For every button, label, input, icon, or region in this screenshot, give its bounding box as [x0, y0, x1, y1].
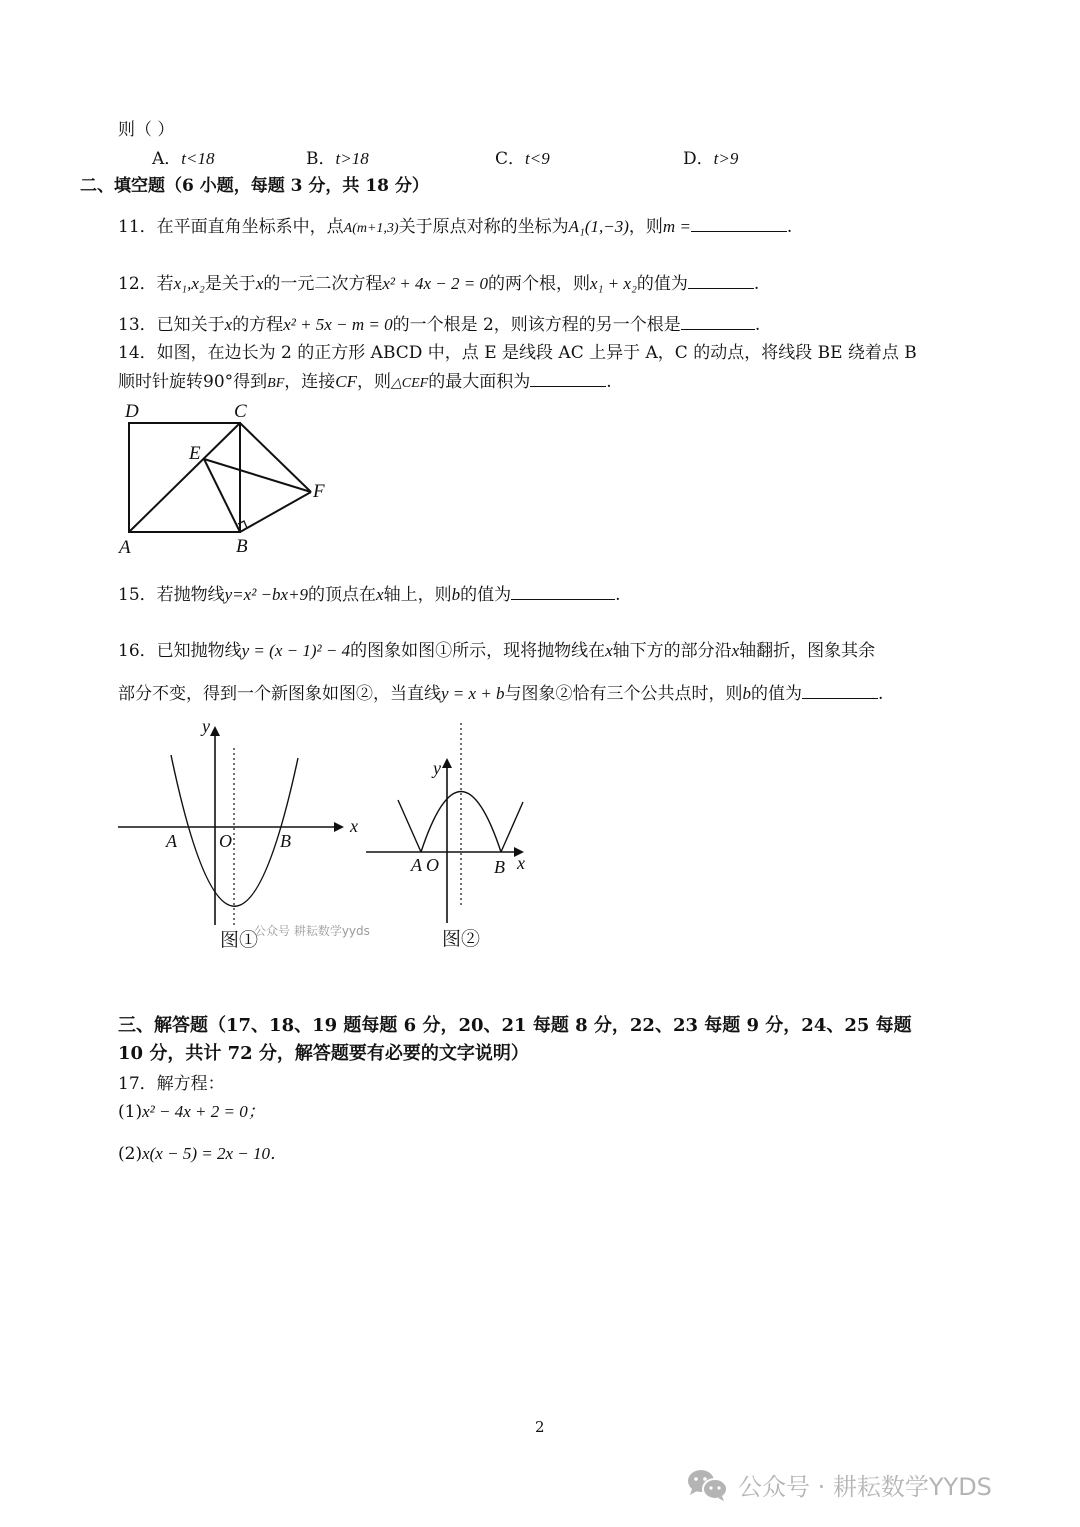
q14-text: 如图，在边长为 2 的正方形 ABCD 中，点 E 是线段 AC 上异于 A，C 的动点，将线段 BE 绕着点 B [156, 343, 917, 363]
question-number: 11． [118, 217, 157, 237]
q16-equation: y = (x − 1)² − 4 [241, 641, 351, 660]
segment-ac [129, 423, 240, 532]
q10-option-c [495, 148, 550, 170]
q15-text: 的值为 [460, 585, 512, 605]
section2-heading: 二、填空题（6 小题，每题 3 分，共 18 分） [80, 176, 429, 196]
question-15 [118, 583, 621, 606]
question-12 [118, 272, 759, 295]
answer-blank[interactable] [681, 313, 755, 330]
q14-triangle: △CEF [390, 376, 429, 391]
q16-text: 轴翻折，图象其余 [739, 641, 876, 661]
q13-x: x [224, 315, 233, 334]
q10-option-d [683, 148, 738, 170]
question-13 [118, 313, 760, 336]
q15-x: x [376, 585, 384, 604]
point-a-label: A [166, 831, 177, 851]
q12-equation: x² + 4x − 2 = 0 [382, 274, 488, 293]
q17-part-1 [118, 1101, 265, 1123]
option-letter: D． [683, 149, 714, 169]
q14-end: . [606, 372, 612, 392]
q11-text: 在平面直角坐标系中，点 [156, 217, 344, 237]
left-branch [398, 800, 421, 852]
x-axis-label: x [350, 816, 358, 836]
question-16-line2 [118, 682, 883, 705]
label-a: A [119, 537, 131, 558]
option-expr: t>18 [335, 149, 369, 168]
q11-var: m = [662, 217, 691, 236]
answer-blank[interactable] [691, 215, 787, 232]
q11-point2: A₁(1,−3) [568, 217, 629, 236]
option-expr: t<9 [525, 149, 550, 168]
q12-vars: x₁,x₂ [173, 274, 205, 293]
answer-blank[interactable] [802, 682, 878, 699]
answer-blank[interactable] [511, 583, 615, 600]
q12-text: 若 [156, 274, 174, 294]
question-14-line2 [118, 370, 612, 395]
q14-cf: CF [335, 372, 357, 391]
question-number: 16． [118, 641, 157, 661]
q16-text: 的值为 [751, 684, 803, 704]
y-axis-label: y [433, 758, 441, 778]
part-equation: x² − 4x + 2 = 0； [142, 1102, 265, 1121]
figure-1-caption: 图① [220, 930, 259, 951]
option-letter: C． [495, 149, 526, 169]
q11-text: ，则 [628, 217, 663, 237]
q11-text: 关于原点对称的坐标为 [398, 217, 569, 237]
q16-text: 与图象②恰有三个公共点时，则 [504, 684, 743, 704]
footer-text: 公众号 · 耕耘数学YYDS [738, 1473, 992, 1501]
part-equation: x(x − 5) = 2x − 10． [142, 1144, 287, 1163]
q17-part-2 [118, 1143, 287, 1165]
q16-b: b [742, 684, 752, 703]
q16-x: x [731, 641, 740, 660]
q12-sum: x₁ + x₂ [589, 274, 637, 293]
part-label: (1) [118, 1102, 143, 1122]
q14-bf: BF [267, 376, 285, 391]
q14-text: ，连接 [284, 372, 336, 392]
label-e: E [189, 443, 201, 464]
option-letter: B． [306, 149, 336, 169]
q12-text: 的值为 [636, 274, 688, 294]
q14-text: 顺时针旋转 [118, 372, 203, 392]
q12-text: 是关于 [204, 274, 256, 294]
q13-text: 已知关于 [156, 315, 225, 335]
question-number: 14． [118, 343, 157, 363]
point-b-label: B [280, 831, 291, 851]
label-f: F [313, 481, 325, 502]
q12-text: 的一元二次方程 [263, 274, 383, 294]
page-number: 2 [535, 1418, 545, 1436]
flipped-arc [421, 792, 501, 853]
origin-label: O [219, 831, 232, 851]
x-axis-label: x [517, 853, 525, 873]
wechat-icon [686, 1468, 730, 1502]
question-16-line1 [118, 640, 875, 662]
section3-heading-line2: 10 分，共计 72 分，解答题要有必要的文字说明） [118, 1043, 529, 1064]
y-axis-label: y [202, 716, 210, 736]
q14-angle: 90° [203, 372, 234, 392]
label-b: B [236, 536, 248, 557]
answer-blank[interactable] [530, 370, 606, 387]
q16-x: x [605, 641, 613, 660]
q15-end: . [615, 585, 621, 605]
point-a-label: A [411, 855, 422, 875]
option-letter: A． [152, 149, 182, 169]
q17-text: 解方程： [156, 1074, 225, 1094]
q15-text: 的顶点在 [308, 585, 377, 605]
question-17 [118, 1073, 225, 1095]
q16-end: . [878, 684, 884, 704]
figure-2-caption: 图② [442, 929, 481, 950]
option-expr: t<18 [181, 149, 215, 168]
q10-prompt: 则（ ） [118, 120, 175, 140]
q13-equation: x² + 5x − m = 0 [283, 315, 393, 334]
q14-text: 的最大面积为 [428, 372, 531, 392]
question-11 [118, 215, 792, 240]
q13-text: 的方程 [232, 315, 284, 335]
q12-text: 的两个根，则 [487, 274, 590, 294]
q11-point: A(m+1,3) [343, 221, 399, 236]
q16-text: 部分不变，得到一个新图象如图②，当直线 [118, 684, 441, 704]
q16-figure-2 [360, 715, 540, 955]
q16-text: 轴下方的部分沿 [612, 641, 732, 661]
segment-be [204, 459, 240, 532]
figure-watermark: 公众号 耕耘数学yyds [254, 924, 370, 938]
q14-text: ，则 [356, 372, 391, 392]
point-b-label: B [494, 857, 505, 877]
q16-text: 的图象如图①所示，现将抛物线在 [350, 641, 606, 661]
q12-end: . [753, 274, 760, 294]
answer-blank[interactable] [688, 272, 754, 289]
section3-heading-line1: 三、解答题（17、18、19 题每题 6 分，20、21 每题 8 分，22、23 每题 9 分，24、25 每题 [118, 1015, 912, 1036]
option-expr: t>9 [713, 149, 739, 168]
question-number: 17． [118, 1074, 157, 1094]
q12-x: x [255, 274, 264, 293]
part-label: (2) [118, 1144, 143, 1164]
q10-option-b [306, 148, 369, 170]
q13-end: . [754, 315, 761, 335]
q15-text: 若抛物线 [156, 585, 225, 605]
footer-watermark [686, 1467, 992, 1502]
segment-bf [240, 492, 311, 532]
q11-end: . [786, 217, 793, 237]
question-number: 15． [118, 585, 157, 605]
q15-text: 轴上，则 [383, 585, 452, 605]
q14-text: 得到 [233, 372, 268, 392]
q16-line-equation: y = x + b [441, 684, 505, 703]
question-number: 12． [118, 274, 157, 294]
q14-square-figure [110, 395, 350, 560]
label-c: C [234, 401, 247, 422]
q10-option-a [152, 148, 214, 170]
q13-text: 的一个根是 2，则该方程的另一个根是 [392, 315, 681, 335]
question-14-line1 [118, 342, 917, 364]
q15-equation: y=x² −bx+9 [224, 585, 309, 604]
question-number: 13． [118, 315, 157, 335]
origin-label: O [426, 855, 439, 875]
right-branch [501, 802, 523, 852]
q15-b: b [451, 585, 461, 604]
label-d: D [125, 401, 139, 422]
q16-text: 已知抛物线 [156, 641, 242, 661]
